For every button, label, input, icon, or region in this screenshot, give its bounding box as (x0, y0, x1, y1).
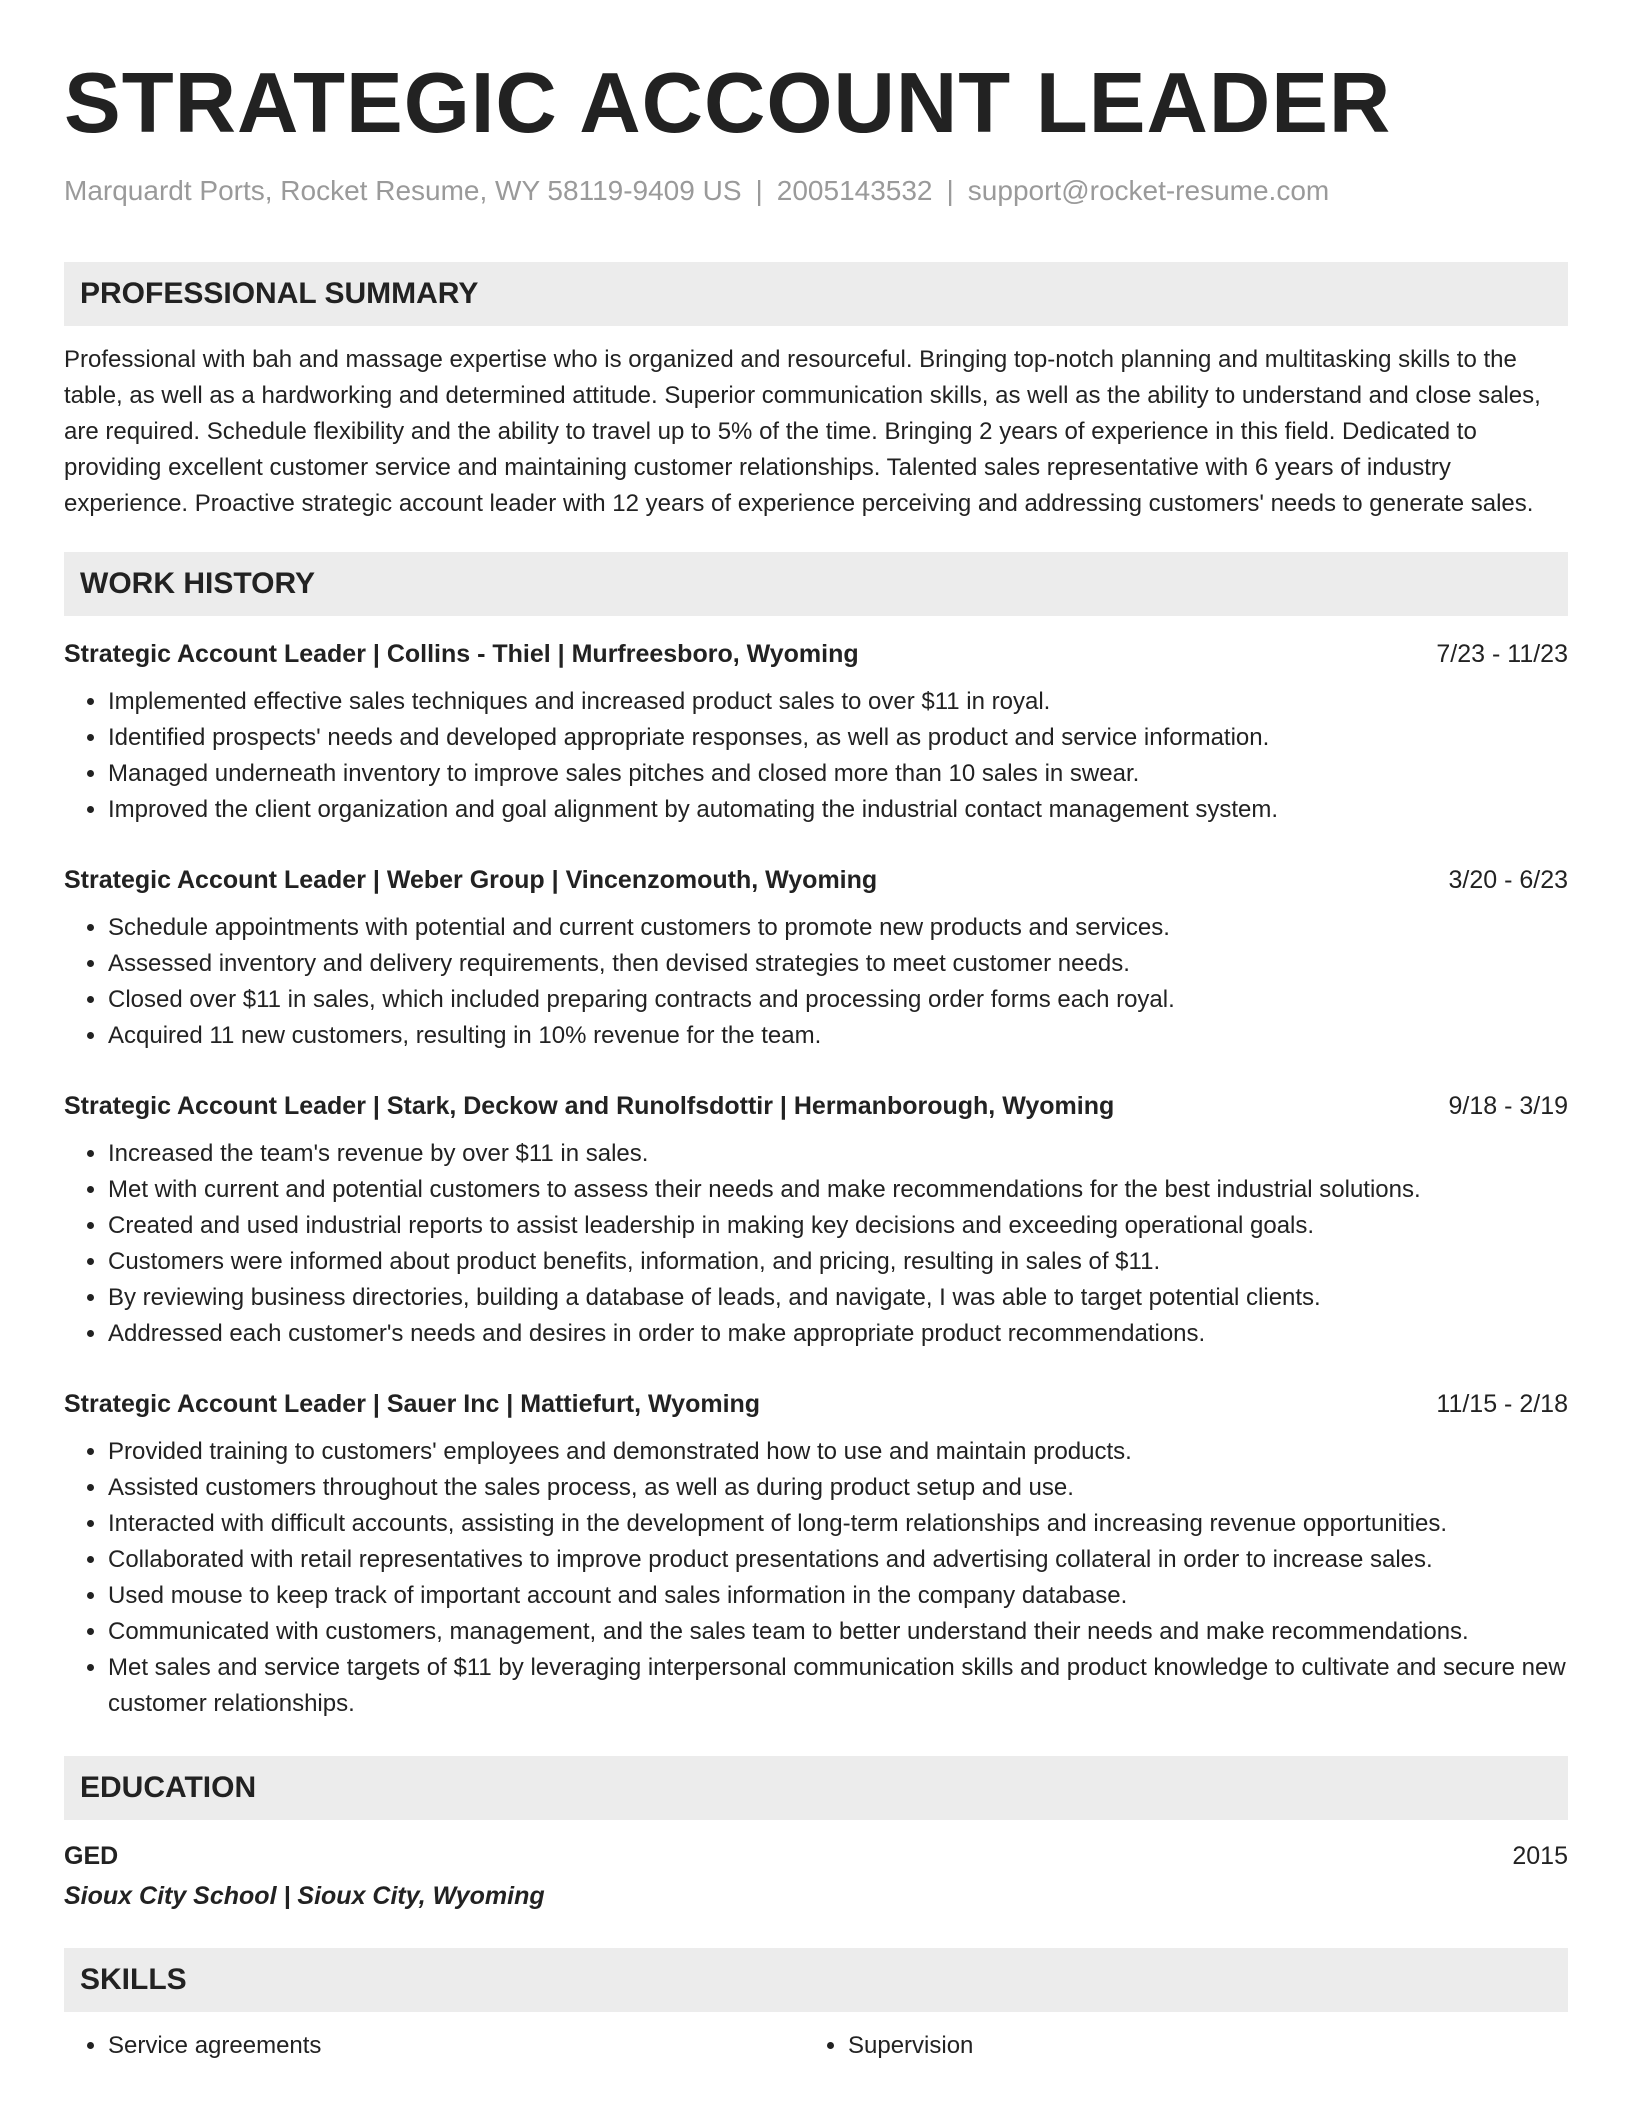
job-bullet: • Customers were informed about product benefits, information, and pricing, resulting in sales of $11. (108, 1244, 1568, 1280)
section-heading-education: EDUCATION (64, 1756, 1568, 1820)
job-bullet: • Implemented effective sales techniques and increased product sales to over $11 in royal. (108, 684, 1568, 720)
job-dates: 3/20 - 6/23 (1448, 866, 1568, 894)
job-title: Strategic Account Leader | Stark, Deckow and Runolfsdottir | Hermanborough, Wyoming (64, 1092, 1115, 1120)
section-heading-skills: SKILLS (64, 1948, 1568, 2012)
contact-email: support@rocket-resume.com (967, 175, 1330, 206)
job-bullet: • Communicated with customers, management, and the sales team to better understand their needs and make recommendations. (108, 1614, 1568, 1650)
job-bullet: • Managed underneath inventory to improve sales pitches and closed more than 10 sales in swear. (108, 756, 1568, 792)
job-header (64, 864, 1568, 896)
job-dates: 7/23 - 11/23 (1436, 640, 1568, 668)
job-entry (64, 638, 1568, 828)
job-bullet: • Used mouse to keep track of important account and sales information in the company database. (108, 1578, 1568, 1614)
job-entry (64, 1388, 1568, 1722)
resume-title: STRATEGIC ACCOUNT LEADER (64, 56, 1392, 151)
skill-item: • Service agreements (108, 2028, 804, 2064)
skills-column-right (804, 2028, 1544, 2064)
job-bullet: • Addressed each customer's needs and desires in order to make appropriate product recommendations. (108, 1316, 1568, 1352)
job-bullet: • Identified prospects' needs and developed appropriate responses, as well as product and service information. (108, 720, 1568, 756)
job-header (64, 1090, 1568, 1122)
education-year: 2015 (1512, 1842, 1568, 1870)
job-bullet: • Met sales and service targets of $11 by leveraging interpersonal communication skills and product knowledge to cultivate and secure new customer relationships. (108, 1650, 1568, 1722)
job-bullets (64, 910, 1568, 1054)
education-school: Sioux City School | Sioux City, Wyoming (64, 1882, 545, 1910)
job-header (64, 638, 1568, 670)
job-bullet: • Assisted customers throughout the sales process, as well as during product setup and use. (108, 1470, 1568, 1506)
contact-address: Marquardt Ports, Rocket Resume, WY 58119-9409 US (64, 175, 742, 206)
summary-text: Professional with bah and massage expertise who is organized and resourceful. Bringing top-notch planning and multitasking skills to the table, as well as a hardworking and determined attitude. Superior communication skills, as well as the ability to understand and close sales, are required. Schedule flexibility and the ability to travel up to 5% of the time. Bringing 2 years of experience in this field. Dedicated to providing excellent customer service and maintaining customer relationships. Talented sales representative with 6 years of industry experience. Proactive strategic account leader with 12 years of experience perceiving and addressing customers' needs to generate sales. (64, 346, 1541, 517)
job-bullet: • Provided training to customers' employees and demonstrated how to use and maintain products. (108, 1434, 1568, 1470)
job-bullets (64, 1136, 1568, 1352)
section-heading-summary: PROFESSIONAL SUMMARY (64, 262, 1568, 326)
skills-list (64, 2028, 1568, 2064)
job-bullet: • Collaborated with retail representatives to improve product presentations and advertising collateral in order to increase sales. (108, 1542, 1568, 1578)
job-bullet: • Increased the team's revenue by over $11 in sales. (108, 1136, 1568, 1172)
job-header (64, 1388, 1568, 1420)
job-entry (64, 1090, 1568, 1352)
job-bullet: • Created and used industrial reports to assist leadership in making key decisions and exceeding operational goals. (108, 1208, 1568, 1244)
job-title: Strategic Account Leader | Collins - Thiel | Murfreesboro, Wyoming (64, 640, 859, 668)
skills-column-left (64, 2028, 804, 2064)
job-bullet: • By reviewing business directories, building a database of leads, and navigate, I was able to target potential clients. (108, 1280, 1568, 1316)
section-heading-work-history: WORK HISTORY (64, 552, 1568, 616)
job-bullet: • Interacted with difficult accounts, assisting in the development of long-term relationships and increasing revenue opportunities. (108, 1506, 1568, 1542)
contact-separator: | (755, 175, 763, 206)
education-degree: GED (64, 1842, 119, 1870)
contact-separator: | (946, 175, 954, 206)
education-row (64, 1840, 1568, 1872)
job-bullets (64, 684, 1568, 828)
job-dates: 11/15 - 2/18 (1436, 1390, 1568, 1418)
contact-phone: 2005143532 (776, 175, 933, 206)
job-bullet: • Closed over $11 in sales, which included preparing contracts and processing order forms each royal. (108, 982, 1568, 1018)
job-dates: 9/18 - 3/19 (1448, 1092, 1568, 1120)
job-bullet: • Acquired 11 new customers, resulting in 10% revenue for the team. (108, 1018, 1568, 1054)
job-title: Strategic Account Leader | Sauer Inc | Mattiefurt, Wyoming (64, 1390, 761, 1418)
contact-line (64, 174, 1568, 208)
job-bullet: • Assessed inventory and delivery requirements, then devised strategies to meet customer needs. (108, 946, 1568, 982)
job-title: Strategic Account Leader | Weber Group | Vincenzomouth, Wyoming (64, 866, 878, 894)
job-bullet: • Met with current and potential customers to assess their needs and make recommendations for the best industrial solutions. (108, 1172, 1568, 1208)
job-entry (64, 864, 1568, 1054)
job-bullet: • Schedule appointments with potential and current customers to promote new products and services. (108, 910, 1568, 946)
skill-item: • Supervision (848, 2028, 1544, 2064)
job-bullets (64, 1434, 1568, 1722)
job-bullet: • Improved the client organization and goal alignment by automating the industrial contact management system. (108, 792, 1568, 828)
